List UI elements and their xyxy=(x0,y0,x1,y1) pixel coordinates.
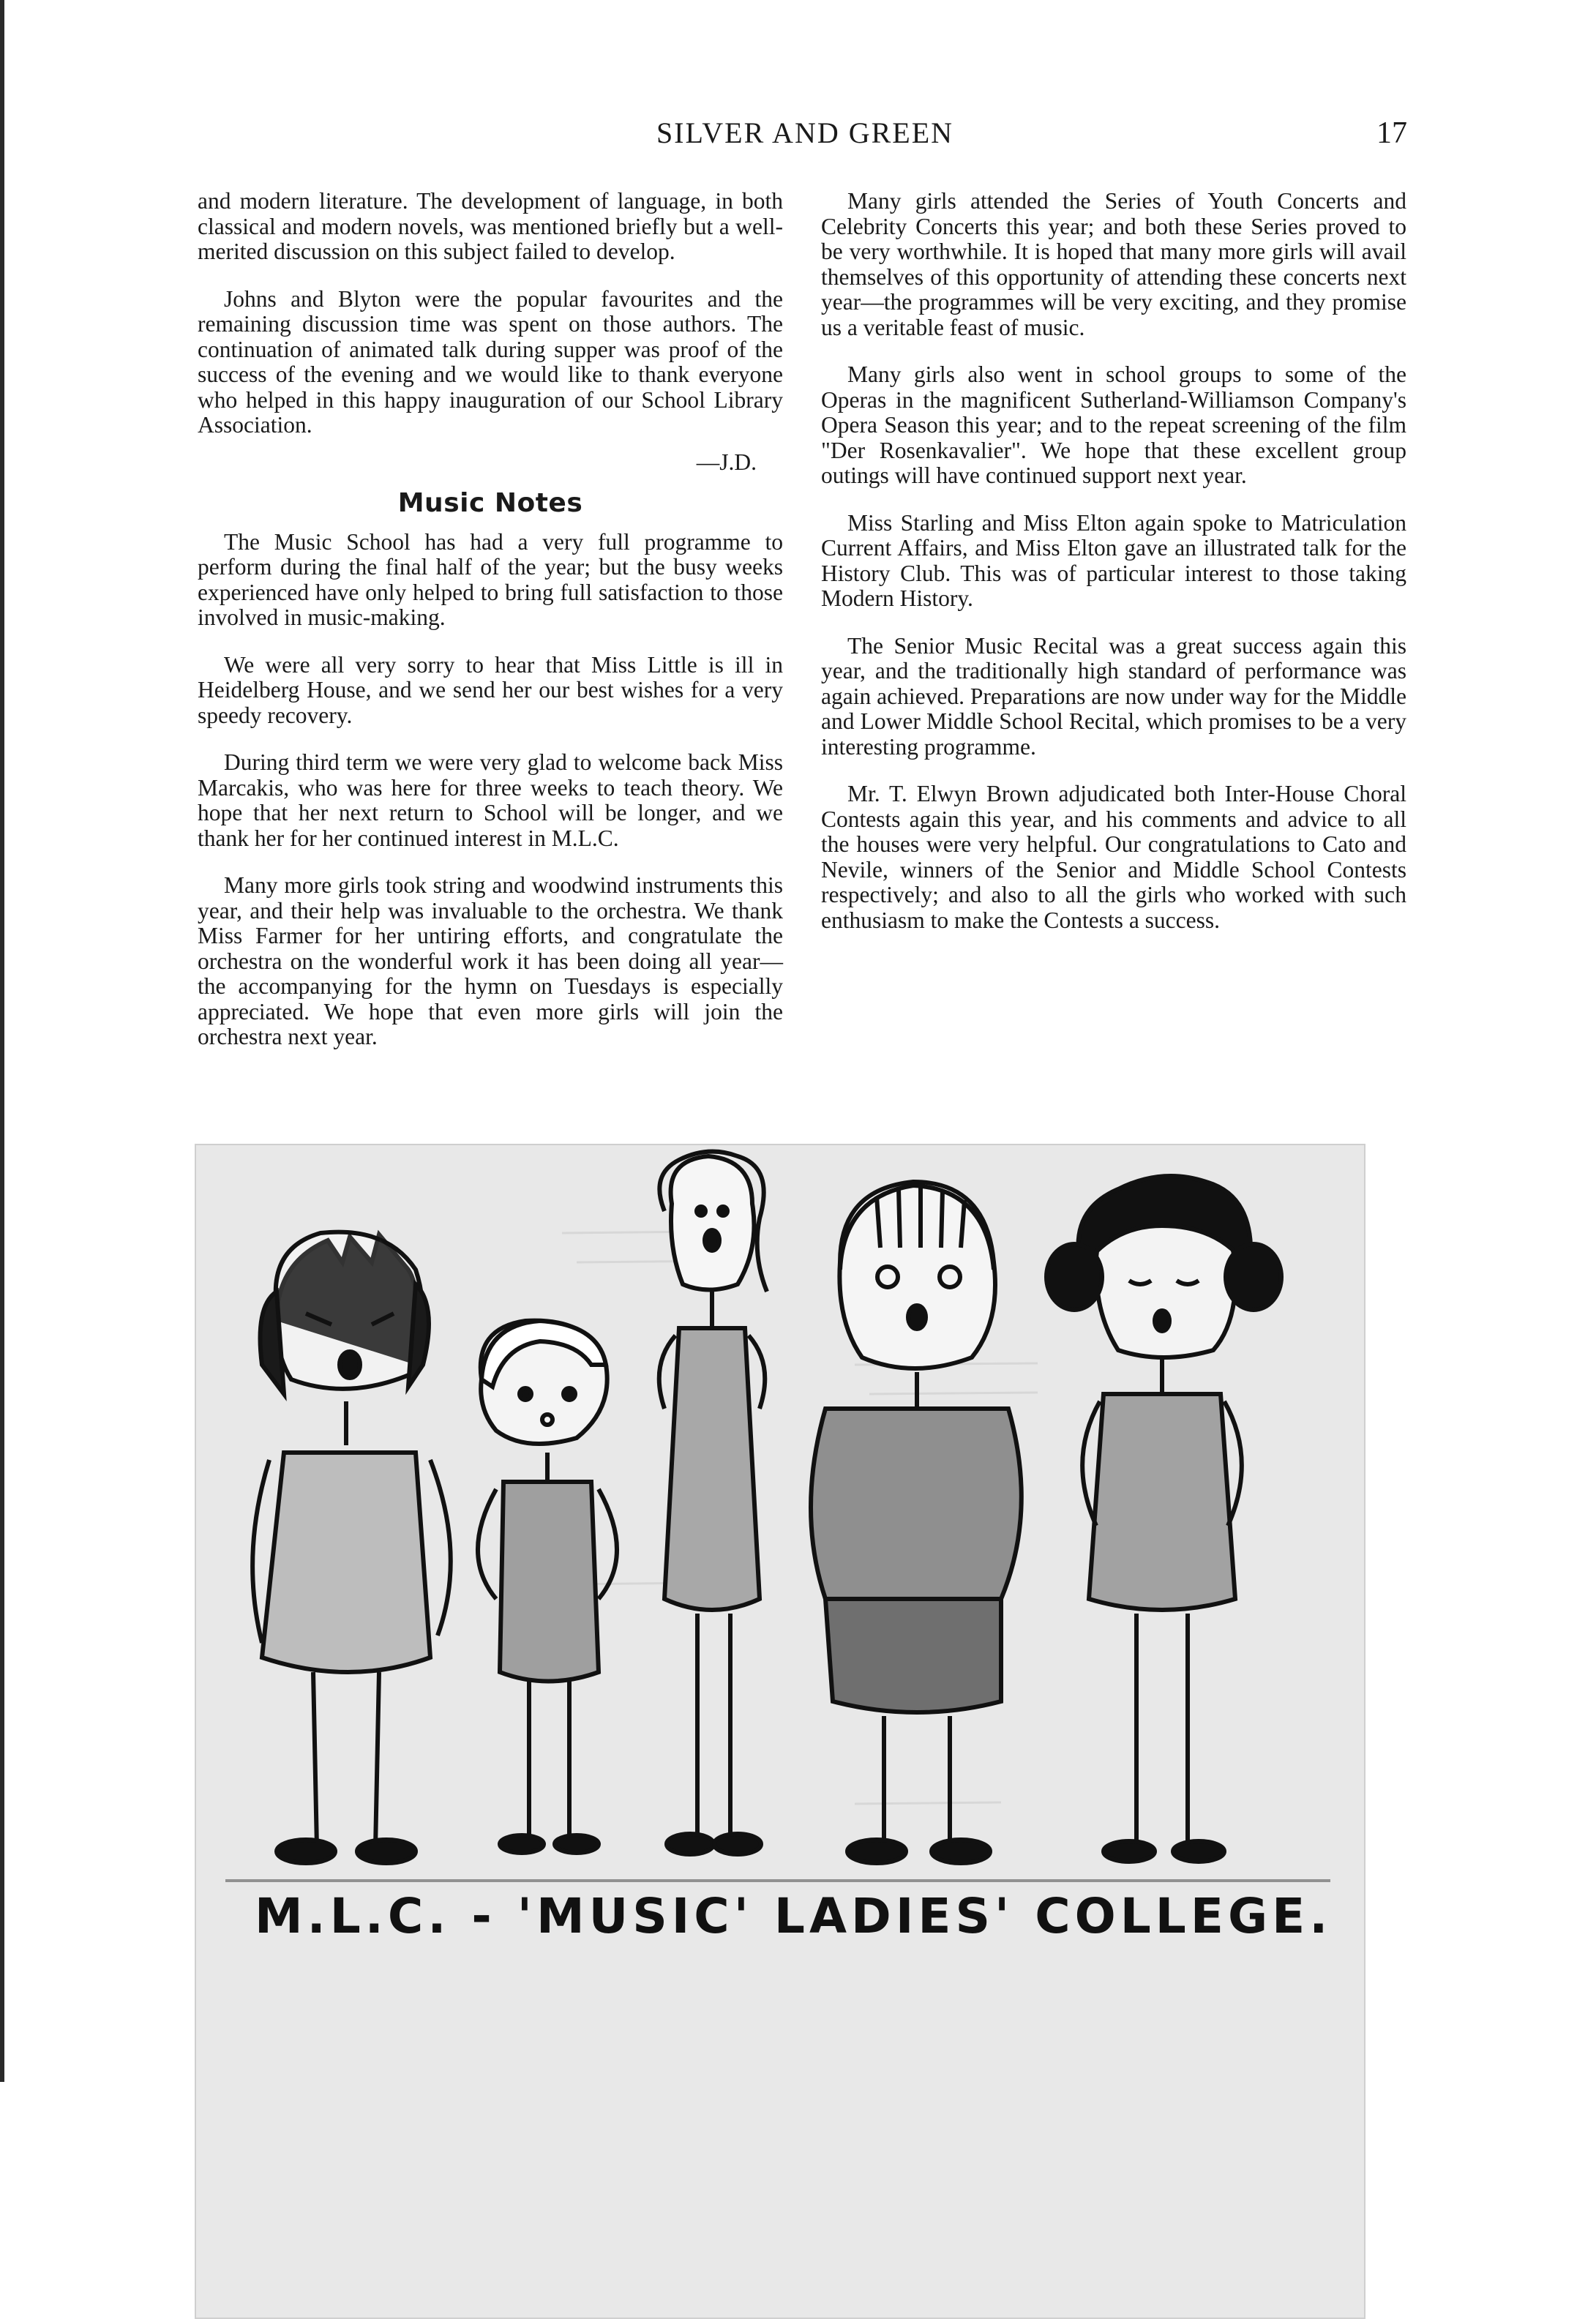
girl-figure-1 xyxy=(252,1232,451,1863)
author-signature: —J.D. xyxy=(696,449,757,475)
girl-figure-3 xyxy=(659,1152,767,1854)
paragraph: Many more girls took string and woodwind instruments this year, and their help was invaluable to the orchestra. We thank Miss Farmer for her untiring efforts, and congratulate the orchestra on the wonderful work it has been doing all year—the accompanying for the hymn on Tuesdays is especially appreciated. We hope that even more girls will join the orchestra next year. xyxy=(198,872,783,1049)
illustration-caption: M.L.C. - 'MUSIC' LADIES' COLLEGE. xyxy=(255,1888,1333,1944)
page-binding-edge xyxy=(0,0,4,2082)
right-column xyxy=(821,189,1406,955)
paragraph: Many girls attended the Series of Youth Concerts and Celebrity Concerts this year; and both these Series proved to be very worthwhile. It is hoped that many more girls will avail themselves of this opportunity of attending these concerts next year—the programmes will be very exciting, and they promise us a veritable feast of music. xyxy=(821,188,1406,340)
girl-figure-4 xyxy=(811,1182,1022,1863)
cartoon-illustration xyxy=(195,1144,1365,2319)
paragraph: Mr. T. Elwyn Brown adjudicated both Inter-House Choral Contests again this year, and his comments and advice to all the houses were very helpful. Our congratulations to Cato and Nevile, winners of the Senior and Middle School Contests respectively; and also to all the girls who worked with such enthusiasm to make the Contests a success. xyxy=(821,781,1406,933)
running-header-title: SILVER AND GREEN xyxy=(656,116,954,149)
page-number: 17 xyxy=(1376,116,1407,150)
paragraph: Many girls also went in school groups to some of the Operas in the magnificent Sutherland-Williamson Company's Opera Season this year; and to the repeat screening of the film "Der Rosenkavalier". We hope that these excellent group outings will have continued support next year. xyxy=(821,361,1406,488)
paragraph: We were all very sorry to hear that Miss Little is ill in Heidelberg House, and we send her our best wishes for a very speedy recovery. xyxy=(198,651,783,728)
paragraph: The Senior Music Recital was a great success again this year, and the traditionally high standard of performance was again achieved. Preparations are now under way for the Middle and Lower Middle School Recital, which promises to be a very interesting programme. xyxy=(821,632,1406,760)
girl-figure-5 xyxy=(1046,1176,1281,1862)
section-heading-music-notes: Music Notes xyxy=(397,488,583,518)
left-column xyxy=(198,189,783,1072)
girl-figure-2 xyxy=(478,1321,617,1853)
paragraph: The Music School has had a very full programme to perform during the final half of the year; but the busy weeks experienced have only helped to bring full satisfaction to those involved in music-making. xyxy=(198,528,783,630)
paragraph: Johns and Blyton were the popular favourites and the remaining discussion time was spent on those authors. The continuation of animated talk during supper was proof of the success of the evening and we would like to thank everyone who helped in this happy inauguration of our School Library Association. xyxy=(198,285,783,438)
paragraph: and modern literature. The development of language, in both classical and modern novels, was mentioned briefly but a well-merited discussion on this subject failed to develop. xyxy=(198,188,783,264)
cartoon-girls-drawing xyxy=(196,1145,1364,2318)
paragraph: During third term we were very glad to welcome back Miss Marcakis, who was here for three weeks to teach theory. We hope that her next return to School will be longer, and we thank her for her continued interest in M.L.C. xyxy=(198,749,783,851)
paragraph: Miss Starling and Miss Elton again spoke to Matriculation Current Affairs, and Miss Elton gave an illustrated talk for the History Club. This was of particular interest to those taking Modern History. xyxy=(821,509,1406,611)
